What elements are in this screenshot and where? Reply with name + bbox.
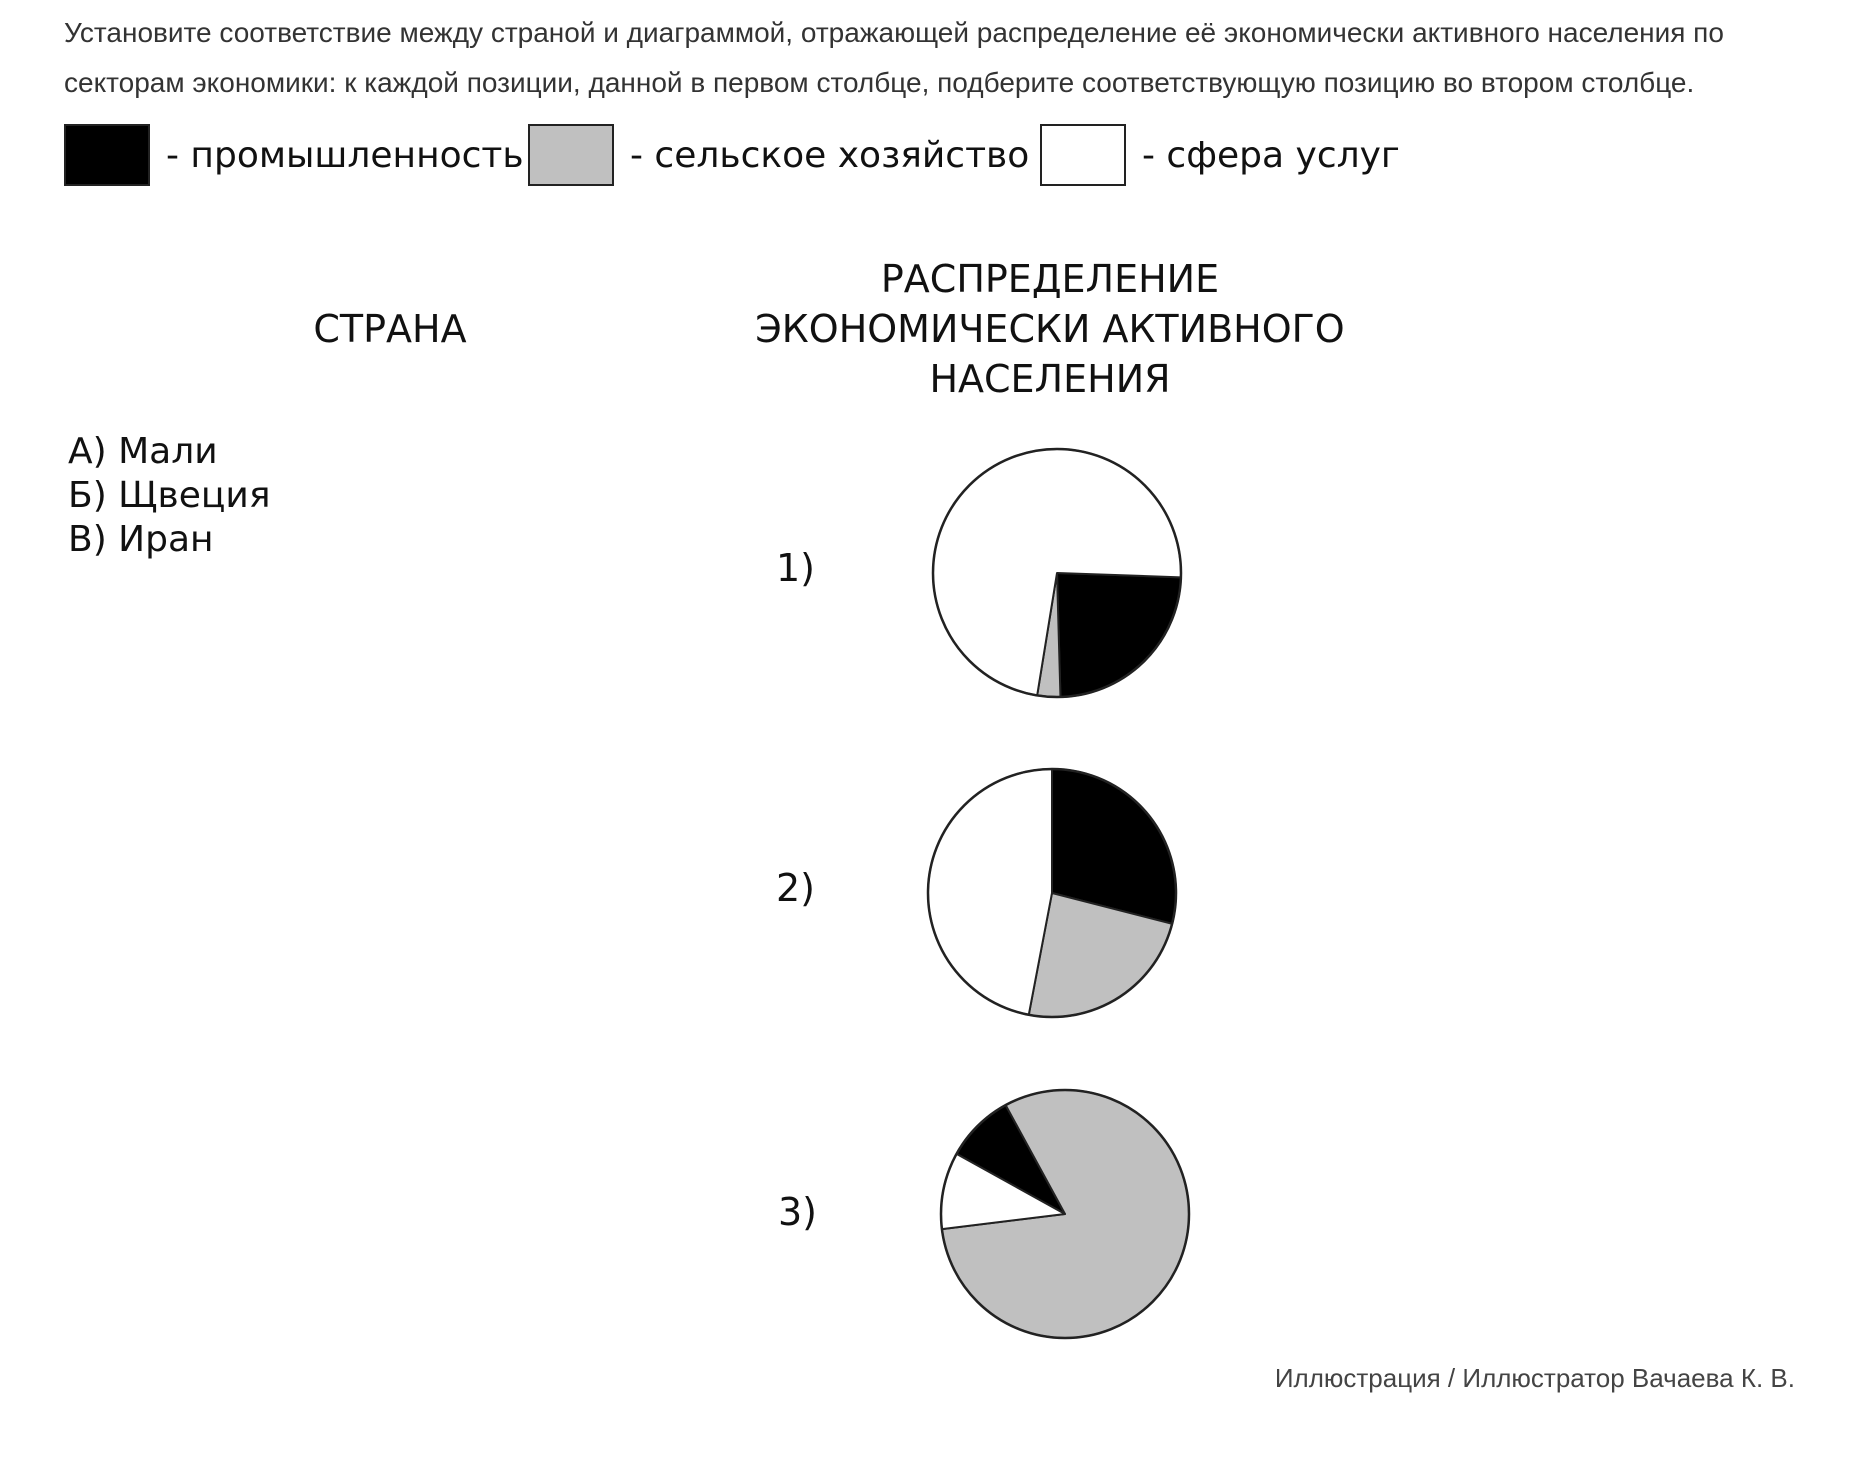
pie-slice-industry xyxy=(1057,573,1181,697)
legend-swatch-industry xyxy=(64,124,150,186)
column-header-distribution xyxy=(700,254,1400,404)
column-header-distribution-line1: РАСПРЕДЕЛЕНИЕ xyxy=(880,257,1220,301)
pie-chart-1 xyxy=(930,446,1184,700)
legend-label-services: - сфера услуг xyxy=(1142,134,1400,176)
legend xyxy=(64,122,1464,192)
task-text: Установите соответствие между страной и диаграммой, отражающей распределение её экономически активного населения по секторам экономики: к каждой позиции, данной в первом столбце, подберите соответствующую позицию во втором столбце. xyxy=(64,17,1724,98)
legend-label-agriculture: - сельское хозяйство xyxy=(630,134,1030,176)
pie-chart-3 xyxy=(938,1087,1192,1341)
legend-swatch-agriculture xyxy=(528,124,614,186)
legend-item-industry xyxy=(64,122,524,188)
pie-slice-services xyxy=(928,769,1052,1015)
pie-2-label: 2) xyxy=(776,866,816,910)
country-item-sweden: Б) Щвеция xyxy=(68,475,271,516)
country-list xyxy=(68,430,270,562)
column-header-distribution-line2: ЭКОНОМИЧЕСКИ АКТИВНОГО xyxy=(755,307,1345,351)
country-item-iran: В) Иран xyxy=(68,519,214,560)
column-header-distribution-line3: НАСЕЛЕНИЯ xyxy=(929,357,1171,401)
legend-label-industry: - промышленность xyxy=(166,134,524,176)
pie-3-label: 3) xyxy=(778,1190,818,1234)
legend-swatch-services xyxy=(1040,124,1126,186)
column-header-country: СТРАНА xyxy=(313,307,467,351)
pie-chart-2 xyxy=(925,766,1179,1020)
legend-item-services xyxy=(1040,122,1400,188)
pie-1-label: 1) xyxy=(776,546,816,590)
country-item-mali: А) Мали xyxy=(68,431,218,472)
illustration-credit: Иллюстрация / Иллюстратор Вачаева К. В. xyxy=(1274,1363,1795,1393)
legend-item-agriculture xyxy=(528,122,1029,188)
